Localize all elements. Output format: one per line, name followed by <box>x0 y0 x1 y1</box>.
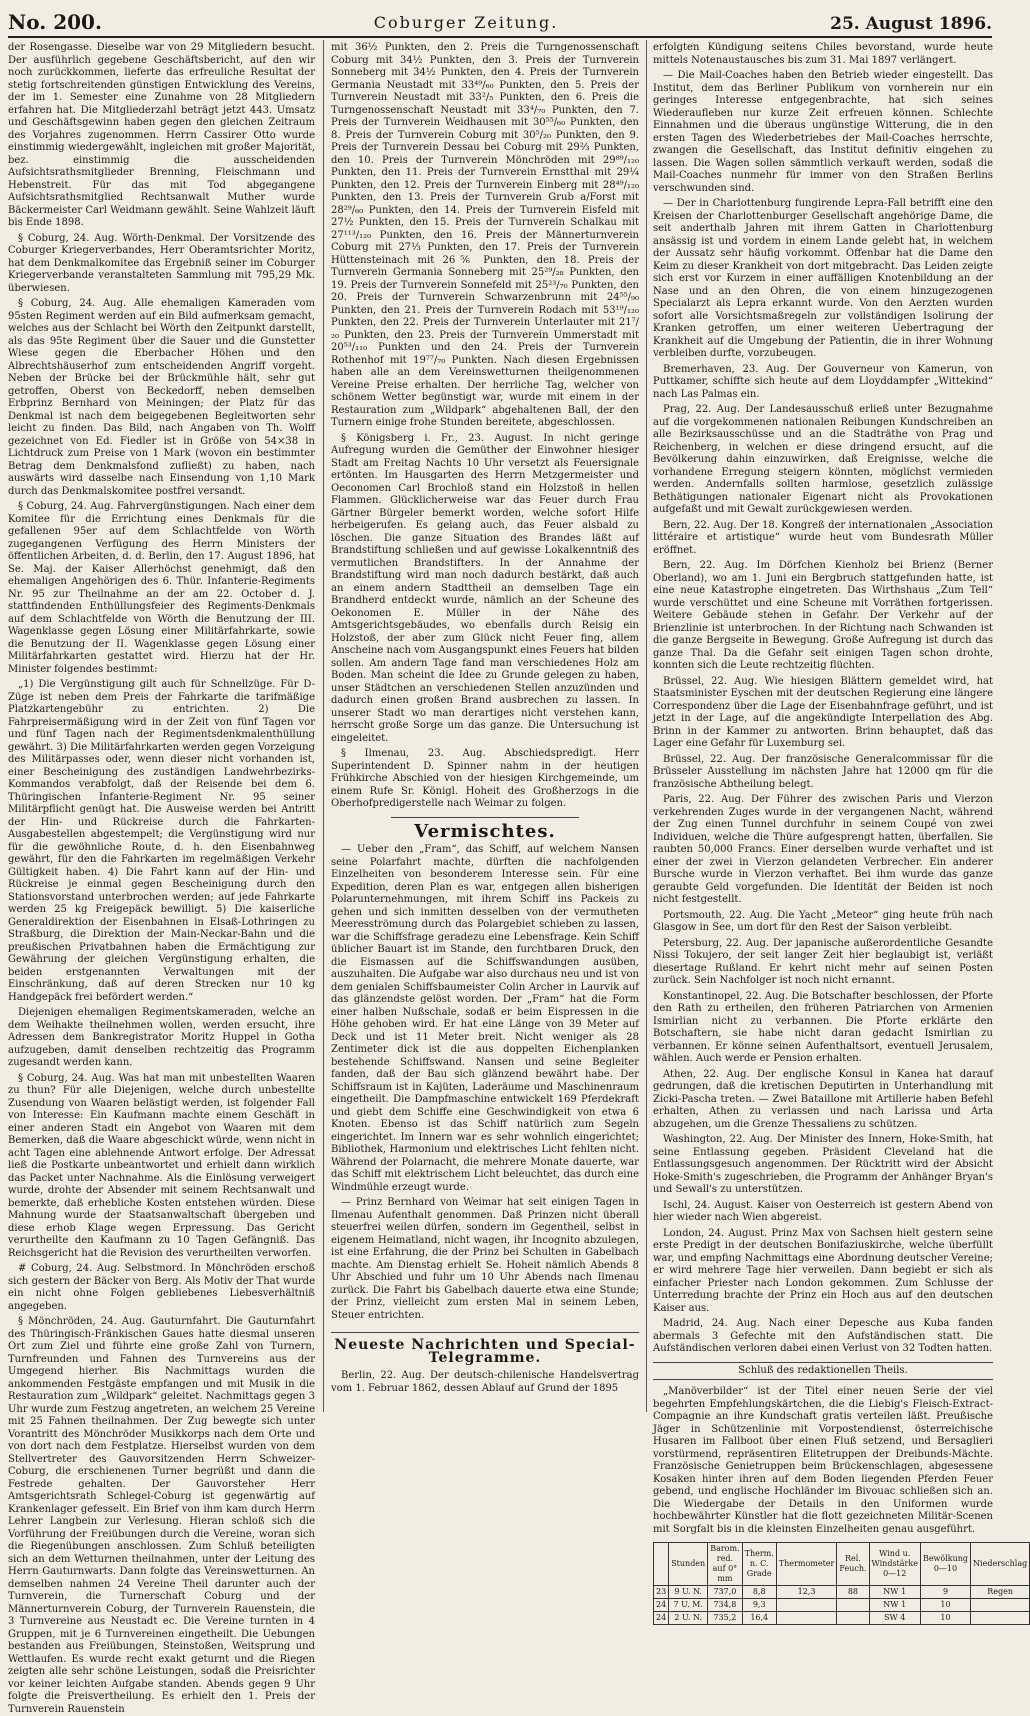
weather-table-row <box>654 1612 1030 1625</box>
weather-cell: 24 <box>654 1612 669 1625</box>
weather-cell: Regen <box>971 1586 1030 1599</box>
article-paragraph: erfolgten Kündigung seitens Chiles bevorstand, wurde heute mittels Notenaustausches bis zum 31. Mai 1897 verlängert. <box>653 42 993 66</box>
weather-cell: 737,0 <box>708 1586 742 1599</box>
article-paragraph: Bremerhaven, 23. Aug. Der Gouverneur von Kamerun, von Puttkamer, schiffte sich heute auf dem Lloyddampfer „Wittekind“ nach Las Palmas ein. <box>653 363 993 400</box>
column-rule <box>323 40 324 1412</box>
article-paragraph: Bern, 22. Aug. Im Dörfchen Kienholz bei Brienz (Berner Oberland), wo am 1. Juni ein Bergbruch stattgefunden hatte, ist eine neue Katastrophe eingetreten. Das Wirthshaus „Zum Tell“ wurde verschüttet und eine Scheune mit Vorräthen fortgerissen. Weitere Gebäude stehen in Gefahr. Der Verkehr auf der Brienzlinie ist unterbrochen. In der Richtung nach Schwanden ist die ganze Bergseite in Bewegung. Große Aufregung ist durch das ganze Thal. Da die Gefahr seit einigen Tagen schon drohte, konnten sich die Leute rechtzeitig flüchten. <box>653 560 993 671</box>
weather-cell: NW 1 <box>869 1586 920 1599</box>
article-paragraph: Portsmouth, 22. Aug. Die Yacht „Meteor“ ging heute früh nach Glasgow in See, um dort für den Rest der Saison verbleibt. <box>653 909 993 933</box>
article-paragraph: § Coburg, 24. Aug. Wörth-Denkmal. Der Vorsitzende des Coburger Kriegerverbandes, Herr Oberamtsrichter Moritz, hat dem Denkmalkomitee das Ergebniß seiner im Coburger Kriegerverbande veranstalteten Sammlung mit 795,29 Mk. überwiesen. <box>8 232 315 294</box>
weather-header-cell: Rel. Feuch. <box>837 1543 869 1586</box>
column-rule <box>646 40 647 1412</box>
weather-cell <box>971 1599 1030 1612</box>
column-2 <box>331 42 639 1412</box>
weather-header-cell: Thermometer <box>776 1543 837 1586</box>
article-paragraph: Brüssel, 22. Aug. Wie hiesigen Blättern gemeldet wird, hat Staatsminister Eyschen mit der deutschen Regierung eine längere Correspondenz über die Lage der Eisenbahnfrage geführt, und ist jetzt in der Lage, auf die angekündigte Interpellation des Abg. Brinn in der Kammer zu antworten. Brinn behauptet, daß das Lager eine Gefahr für Luxemburg sei. <box>653 675 993 749</box>
article-paragraph: Washington, 22. Aug. Der Minister des Innern, Hoke-Smith, hat seine Entlassung gegeben. Präsident Cleveland hat die Entlassungsgesuch angenommen. Der Rücktritt wird der Absicht Hoke-Smith's zugeschrieben, die Programm der Anhänger Bryan's und Sewall's zu unterstützen. <box>653 1134 993 1195</box>
article-paragraph: — Der in Charlottenburg fungirende Lepra-Fall betrifft eine den Kreisen der Charlottenburger Gesellschaft angehörige Dame, die seit anderthalb Jahren mit ihrem Gatten in Charlottenburg ansässig ist und vordem in einem Lande gelebt hat, in welchem der Aussatz sehr häufig vorkommt. Offenbar hat die Dame den Keim zu dieser Krankheit von dort mitgebracht. Das Leiden zeigte sich erst vor Kurzem in einer auffälligen Knotenbildung an der Nase und an den Ohren, die von einem hinzugezogenen Specialarzt als Lepra erkannt wurde. Von den Aerzten wurden sofort alle Vorsichtsmaßregeln zur vollständigen Isolirung der Kranken getroffen, um einer weiteren Uebertragung der Krankheit auf die Umgebung der Patientin, die in ihrer Wohnung verbleiben durfte, vorzubeugen. <box>653 198 993 359</box>
weather-cell: 16,4 <box>742 1612 776 1625</box>
weather-cell <box>776 1599 837 1612</box>
weather-table-row <box>654 1586 1030 1599</box>
weather-cell <box>776 1612 837 1625</box>
article-paragraph: § Coburg, 24. Aug. Alle ehemaligen Kameraden vom 95sten Regiment werden auf ein Bild aufmerksam gemacht, welches aus der Schlacht bei Wörth den Zeitpunkt darstellt, als das 95te Regiment über die Sauer und die Gunstetter Wiese gegen die Eberbacher Höhen und den Albrechtshäuserhof zum entscheidenden Angriff vorgeht. Neben der Brücke bei der Brückmühle hält, sehr gut getroffen, Oberst von Beckedorff, neben demselben Erbprinz Bernhard von Meiningen; der Platz für das Denkmal ist nach dem beigegebenen Begleitworten sehr leicht zu finden. Das Bild, nach Angaben von Th. Wolff gezeichnet von Ed. Fiedler ist in Größe von 54×38 in Lichtdruck zum Preise von 1 Mark (wovon ein bestimmter Betrag dem Denkmalsfond zufließt) zu haben, nach auswärts wird dasselbe nach Einsendung von 1,10 Mark durch das Denkmalskomitee postfrei versandt. <box>8 298 315 497</box>
weather-cell: 9 <box>920 1586 970 1599</box>
column-1 <box>8 42 315 1715</box>
weather-cell: 2 U. N. <box>669 1612 708 1625</box>
weather-cell: 9,3 <box>742 1599 776 1612</box>
weather-cell: 10 <box>920 1612 970 1625</box>
weather-header-cell: Bewölkung 0—10 <box>920 1543 970 1586</box>
article-paragraph: der Rosengasse. Dieselbe war von 29 Mitgliedern besucht. Der ausführlich gegebene Geschäftsbericht, auf den wir noch zurückkommen, lieferte das erfreuliche Resultat der stetig fortschreitenden günstigen Entwicklung des Vereins, der im 1. Semester eine Zunahme von 28 Mitgliedern erfahren hat. Die Mitgliederzahl beträgt jetzt 443. Umsatz und Geschäftsgewinn haben gegen den gleichen Zeitraum des Vorjahres zugenommen. Herrn Cassirer Otto wurde einstimmig wiedergewählt, ingleichen mit großer Majorität, bez. einstimmig die ausscheidenden Aufsichtsrathsmitglieder Brenning, Fleischmann und Hebenstreit. Für das mit Tod abgegangene Aufsichtsrathsmitglied Rechtsanwalt Muther wurde Bäckermeister Carl Weidmann gewählt. Seine Wahlzeit läuft bis Ende 1898. <box>8 42 315 228</box>
weather-cell: 8,8 <box>742 1586 776 1599</box>
weather-table-row <box>654 1599 1030 1612</box>
weather-cell: 88 <box>837 1586 869 1599</box>
article-paragraph: § Mönchröden, 24. Aug. Gauturnfahrt. Die Gauturnfahrt des Thüringisch-Fränkischen Gaues hatte diesmal unseren Ort zum Ziel und führte eine große Zahl von Turnern, Turnfreunden und Fahnen des Turnvereins aus der Umgegend hierher. Bis Nachmittags wurden die ankommenden Festgäste empfangen und mit Musik in die Restauration zum „Wildpark“ geleitet. Nachmittags gegen 3 Uhr wurde zum Festzug angetreten, an welchem 25 Vereine mit 25 Fahnen theilnahmen. Der Zug bewegte sich unter Vorantritt des Mönchröder Musikkorps nach dem Orte und von dort nach dem Festplatze. Hierselbst wurden von dem Stellvertreter des Gauvorsitzenden Herrn Schweizer-Coburg, die erschienenen Turner begrüßt und dann die Festrede gehalten. Der Gauvorsteher Herr Amtsgerichtsrath Schlegel-Coburg ist gegenwärtig auf Krankenlager gefesselt. Ein Brief von ihm kam durch Herrn Lehrer Langbein zur Verlesung. Hieran schloß sich die Vorführung der Freiübungen durch die Vereine, woran sich die Riegenübungen anschlossen. Zum Schluß beteiligten sich an dem Wetturnen theilnahmen, unter der Leitung des Herrn Gauturnwarts. Dann folgte das Vereinswetturnen. An demselben nahmen 24 Vereine Theil darunter auch der Turnverein, die Turnerschaft Coburg und der Männerturnverein Coburg, der Turnverein Rauenstein, die 3 Turnvereine aus Neustadt ec. Die Vereine turnten in 4 Gruppen, mit je 6 Turnvereinen eingetheilt. Die Uebungen bestanden aus Freiübungen, Steinstoßen, Weitsprung und Wettlaufen. Es wurde recht exakt geturnt und die Riegen zeigten alle sehr schöne Leistungen, sodaß die Preisrichter vor keiner leichten Aufgabe standen. Abends gegen 9 Uhr folgte die Preisvertheilung. Es erhielt den 1. Preis der Turnverein Rauenstein <box>8 1316 315 1715</box>
section-divider <box>391 817 579 818</box>
weather-cell: 23 <box>654 1586 669 1599</box>
weather-cell <box>837 1612 869 1625</box>
article-paragraph: Bern, 22. Aug. Der 18. Kongreß der internationalen „Association littéraire et artistique“ wurde heut vom Bundesrath Müller eröffnet. <box>653 519 993 556</box>
end-of-editorial-notice: Schluß des redaktionellen Theils. <box>653 1362 993 1381</box>
article-paragraph: Athen, 22. Aug. Der englische Konsul in Kanea hat darauf gedrungen, daß die kretischen Deputirten in Unterhandlung mit Zicki-Pascha treten. — Zwei Bataillone mit Artillerie haben Befehl erhalten, Athen zu verlassen und nach Larissa und Arta abzugehen, um die Grenze Thessaliens zu schützen. <box>653 1068 993 1130</box>
article-paragraph: # Coburg, 24. Aug. Selbstmord. In Mönchröden erschoß sich gestern der Bäcker von Berg. Als Motiv der That wurde ein nicht ohne Folgen gebliebenes Liebesverhältniß angegeben. <box>8 1263 315 1312</box>
weather-header-cell: Therm. n. C. Grade <box>742 1543 776 1586</box>
weather-cell: 9 U. N. <box>669 1586 708 1599</box>
article-paragraph: § Coburg, 24. Aug. Was hat man mit unbestellten Waaren zu thun? Für alle Diejenigen, welche durch unbestellte Zusendung von Waaren belästigt werden, ist folgender Fall von Interesse: Ein Kaufmann machte einem Geschäft in einer anderen Stadt ein Angebot von Waaren mit dem Bemerken, daß die Waare abgeschickt würde, wenn nicht in acht Tagen eine ablehnende Antwort erfolge. Der Adressat ließ die Postkarte unbeantwortet und erhielt dann wirklich das Packet unter Nachnahme. Als die Einlösung verweigert wurde, drohte der Absender mit seinem Rechtsanwalt und bemerkte, daß erhebliche Kosten entstehen würden. Diese Mahnung wurde der Staatsanwaltschaft übergeben und diese erhob Klage wegen Erpressung. Das Gericht verurtheilte den Kaufmann zu 10 Tagen Gefängniß. Das Reichsgericht hat die Revision des verurtheilten verworfen. <box>8 1072 315 1259</box>
weather-header-cell: Stunden <box>669 1543 708 1586</box>
article-paragraph: mit 36½ Punkten, den 2. Preis die Turngenossenschaft Coburg mit 34½ Punkten, den 3. Preis der Turnverein Sonneberg mit 34½ Punkten, den 4. Preis der Turnverein Germania Neustadt mit 33⁴⁹/₆₀ Punkten, den 5. Preis der Turnverein Neustadt mit 33²/₅ Punkten, den 6. Preis die Turngenossenschaft Neustadt mit 33⁴/₇₀ Punkten, den 7. Preis der Turnverein Weidhausen mit 30⁵⁵/₆₀ Punkten, den 8. Preis der Turnverein Coburg mit 30⁵/₂₀ Punkten, den 9. Preis der Turnverein Dessau bei Coburg mit 29⅔ Punkten, den 10. Preis der Turnverein Mönchröden mit 29⁸⁹/₁₂₀ Punkten, den 11. Preis der Turnverein Ernstthal mit 29¼ Punkten, den 12. Preis der Turnverein Einberg mit 28⁴⁹/₁₂₀ Punkten, den 13. Preis der Turnverein Grub a/Forst mit 28²⁹/₆₀ Punkten, den 14. Preis der Turnverein Eisfeld mit 27½ Punkten, den 15. Preis der Turnverein Schalkau mit 27¹¹³/₁₂₀ Punkten, den 16. Preis der Männerturnverein Coburg mit 27⅓ Punkten, den 17. Preis der Turnverein Hüttensteinach mit 26⅚ Punkten, den 18. Preis der Turnverein Germania Sonneberg mit 25²⁹/₂₈ Punkten, den 19. Preis der Turnverein Sonnefeld mit 25²³/₇₀ Punkten, den 20. Preis der Turnverein Schwarzenbrunn mit 24⁵⁵/₉₀ Punkten, den 21. Preis der Turnverein Rodach mit 53¹⁹/₁₂₀ Punkten, den 22. Preis der Turnverein Unterlauter mit 21⁷/₂₀ Punkten, den 23. Preis der Turnverein Ummerstadt mit 20⁵³/₁₁₀ Punkten und den 24. Preis der Turnverein Rothenhof mit 19⁷⁷/₇₀ Punkten. Nach diesen Ergebnissen haben alle an dem Vereinswetturnen theilgenommenen Vereine Preise erhalten. Der herrliche Tag, welcher von schönem Wetter begünstigt war, wurde mit einem in der Restauration zum „Wildpark“ abgehaltenen Ball, der den Turnern einige frohe Stunden bereitete, abgeschlossen. <box>331 42 639 428</box>
article-paragraph: „1) Die Vergünstigung gilt auch für Schnellzüge. Für D-Züge ist neben dem Preis der Fahrkarte die tarifmäßige Platzkartengebühr zu entrichten. 2) Die Fahrpreisermäßigung wird in der Zeit von fünf Tagen vor und fünf Tagen nach der Regimentsdenkmalenthüllung gewährt. 3) Die Militärfahrkarten werden gegen Vorzeigung des Militärpasses oder, wenn dieser nicht vorhanden ist, einer Bescheinigung des zuständigen Landwehrbezirks-Kommandos verabfolgt, daß der Reisende bei dem 6. Thüringischen Infanterie-Regiment Nr. 95 seiner Militärpflicht genügt hat. Die Ausweise werden bei Antritt der Hin- und Rückreise durch die Fahrkarten-Ausgabestellen abgestempelt; die Vergünstigung wird nur für die gewöhnliche Route, d. h. den Eisenbahnweg gewährt, für den die Fahrkarten im regelmäßigen Verkehr Gültigkeit haben. 4) Die Fahrt kann auf der Hin- und Rückreise je einmal gegen Bescheinigung durch den Stationsvorstand unterbrochen werden; auf jede Fahrkarte werden 25 kg Freigepäck bewilligt. 5) Die kaiserliche Generaldirektion der Eisenbahnen in Elsaß-Lothringen zu Straßburg, die Direktion der Main-Neckar-Bahn und die preußischen Privatbahnen haben die Ermächtigung zur Gewährung der gleichen Vergünstigung erhalten, die beiden erstgenannten Verwaltungen mit der Einschränkung, daß auf deren Strecken nur 10 kg Handgepäck frei befördert werden.“ <box>8 679 315 1003</box>
weather-table <box>653 1542 1030 1625</box>
newspaper-title: Coburger Zeitung. <box>373 13 559 32</box>
article-paragraph: Konstantinopel, 22. Aug. Die Botschafter beschlossen, der Pforte den Rath zu ertheilen, den früheren Patriarchen von Armenien Ismirlian nicht zu verbannen. Die Pforte erklärte den Botschaftern, sie habe nicht daran gedacht Ismirlian zu verbannen. Er könne seinen Aufenthaltsort, eventuell Jerusalem, wählen. Auch werde er Pension erhalten. <box>653 990 993 1064</box>
weather-cell: NW 1 <box>869 1599 920 1612</box>
weather-header-cell: Barom. red. auf 0° mm <box>708 1543 742 1586</box>
weather-header-cell: Niederschlag <box>971 1543 1030 1586</box>
weather-cell: 734,8 <box>708 1599 742 1612</box>
issue-number: No. 200. <box>8 10 102 34</box>
article-paragraph: — Die Mail-Coaches haben den Betrieb wieder eingestellt. Das Institut, dem das Berliner Publikum von vornherein nur ein geringes Interesse entgegenbrachte, hat sich seines Wiederaufleben nur kurze Zeit erfreuen können. Schlechte Einnahmen und die überaus ungünstige Witterung, die in den ersten Tagen des Wiederbetriebes der Mail-Coaches herrschte, zwangen die Gesellschaft, das Institut definitiv eingehen zu lassen. Die Wagen sollen sämmtlich verkauft werden, sodaß die Mail-Coaches nunmehr für immer von den Straßen Berlins verschwunden sind. <box>653 70 993 194</box>
weather-header-cell <box>654 1543 669 1586</box>
weather-cell: 7 U. M. <box>669 1599 708 1612</box>
weather-cell: 10 <box>920 1599 970 1612</box>
weather-cell <box>837 1599 869 1612</box>
column-3 <box>653 42 1028 1622</box>
weather-cell <box>971 1612 1030 1625</box>
article-paragraph: § Ilmenau, 23. Aug. Abschiedspredigt. Herr Superintendent D. Spinner nahm in der heutigen Frühkirche Abschied von der hiesigen Kirchgemeinde, um einem Rufe Sr. Königl. Hoheit des Großherzogs in die Oberhofpredigerstelle nach Weimar zu folgen. <box>331 748 639 809</box>
advertisement-paragraph: „Manöverbilder“ ist der Titel einer neuen Serie der viel begehrten Empfehlungskärtchen, die die Liebig's Fleisch-Extract-Compagnie an ihre Kundschaft gratis verteilen läßt. Preußische Jäger in Schützenlinie mit Vorpostendienst, österreichische Husaren im Fallboot über einen Fluß setzend, und Bersaglieri vorstürmend, repräsentiren Elitetruppen der Dreibunds-Mächte. Französische Genietruppen beim Brückenschlagen, abgesessene Kosaken hinter ihren auf dem Boden liegenden Pferden Feuer gebend, und englische Hochländer im Bivouac schließen sich an. Die Wiedergabe der Details in den Uniformen wurde hochbewährter Künstler hat die flott gezeichneten Militär-Scenen mit Sorgfalt bis in die kleinsten Einzelheiten genau ausgeführt. <box>653 1386 993 1535</box>
weather-cell: 735,2 <box>708 1612 742 1625</box>
article-paragraph: — Ueber den „Fram“, das Schiff, auf welchem Nansen seine Polarfahrt machte, dürften die nachfolgenden Einzelheiten von besonderem Interesse sein. Für eine Expedition, deren Plan es war, entgegen allen bisherigen Polarunternehmungen, mit ihrem Schiff ins Packeis zu gehen und sich inmitten desselben von der vermutheten Meeresströmung durch das Polargebiet schieben zu lassen, war die Schiffsfrage geradezu eine Lebensfrage. Kein Schiff üblicher Bauart ist im Stande, den furchtbaren Druck, den die Eismassen auf die Schiffswandungen ausüben, auszuhalten. Die Aufgabe war also durchaus neu und ist von dem genialen Schiffsbaumeister Colin Archer in Laurvik auf das glänzendste gelöst worden. Der „Fram“ hat die Form einer halben Nußschale, sodaß er beim Eispressen in die Höhe gehoben wird. Er hat eine Länge von 39 Meter auf Deck und ist 11 Meter breit. Nicht weniger als 28 Zentimeter dick ist die aus doppelten Eichenplanken bestehende Schiffswand. Nansen und seine Begleiter fanden, daß der Bau sich glänzend bewährt habe. Der Schiffsraum ist in Kajüten, Laderäume und Maschinenraum eingetheilt. Die Dampfmaschine entwickelt 169 Pferdekraft und giebt dem Schiffe eine Geschwindigkeit von etwa 6 Knoten. Ebenso ist das Schiff natürlich zum Segeln eingerichtet. Im Innern war es sehr wohnlich eingerichtet; Bibliothek, Harmonium und elektrisches Licht fehlten nicht. Während der Polarnacht, die mehrere Monate dauerte, war das Schiff mit elektrischem Licht beleuchtet, das durch eine Windmühle erzeugt wurde. <box>331 844 639 1193</box>
article-paragraph: Madrid, 24. Aug. Nach einer Depesche aus Kuba fanden abermals 3 Gefechte mit den Aufständischen statt. Die Aufständischen verloren dabei einen Verlust von 32 Todten hatten. <box>653 1318 993 1354</box>
article-paragraph: Ischl, 24. August. Kaiser von Oesterreich ist gestern Abend von hier wieder nach Wien abgereist. <box>653 1199 993 1223</box>
article-paragraph: — Prinz Bernhard von Weimar hat seit einigen Tagen in Ilmenau Aufenthalt genommen. Daß Prinzen nicht überall steuerfrei weilen dürfen, sondern im Gegentheil, selbst in eigenem Heimatland, nicht wagen, ihr Incognito abzulegen, ist eine Erfahrung, die der Prinz bei Schulten in Gabelbach machte. Am Dienstag erhielt Se. Hoheit nämlich Abends 8 Uhr Abschied und fuhr um 10 Uhr Abends nach Ilmenau zurück. Die Fahrt bis Gabelbach dauerte etwa eine Stunde; der Prinz, vielleicht zum ersten Mal in seinem Leben, Steuer entrichten. <box>331 1197 639 1321</box>
article-paragraph: § Königsberg i. Fr., 23. August. In nicht geringe Aufregung wurden die Gemüther der Einwohner hiesiger Stadt am Freitag Nachts 10 Uhr versetzt als Feuersignale ertönten. Im Hausgarten des Herrn Metzgermeister und Oeconomen Carl Brochloß stand ein Holzstoß in hellen Flammen. Glücklicherweise war das Feuer durch Frau Gärtner Bürgeler bemerkt worden, welche sofort Hilfe herbeigerufen. Es gelang auch, das Feuer alsbald zu löschen. Die ganze Situation des Brandes läßt auf Brandstiftung schließen und auf gewisse Lokalkenntniß des vermutlichen Brandstifters. In der Annahme der Brandstiftung wird man noch dadurch bestärkt, daß auch an einem andern Stadttheil an demselben Tage ein Brandherd entdeckt wurde, nämlich an der Scheune des Oekonomen E. Müller in der Nähe des Amtsgerichtsgebäudes, wo ebenfalls durch Reisig ein Holzstoß, der aber zum Glück nicht Feuer fing, allem Anscheine nach vom Ausgangspunkt eines Feuers hat bilden sollen. Am andern Tage fand man verschiedenes Holz am Boden. Man scheint die Idee zu Grunde gelegen zu haben, unser Städtchen an verschiedenen Stellen anzuzünden und dadurch einen großen Brand ausbrechen zu lassen. In unserer Stadt wo man derartiges nicht verstehen kann, herrscht große Sorge um das ganze. Die Untersuchung ist eingeleitet. <box>331 432 639 744</box>
section-heading-telegramme: Neueste Nachrichten und Special-Telegramme. <box>331 1332 639 1364</box>
section-heading-vermischtes: Vermischtes. <box>414 820 556 842</box>
weather-cell: SW 4 <box>869 1612 920 1625</box>
masthead <box>8 6 992 38</box>
weather-table-header-row <box>654 1543 1030 1586</box>
article-paragraph: § Coburg, 24. Aug. Fahrvergünstigungen. Nach einer dem Komitee für die Errichtung eines Denkmals für die gefallenen 95er auf dem Schlachtfelde von Wörth zugegangenen Verfügung des Herrn Ministers der öffentlichen Arbeiten, d. d. Berlin, den 17. August 1896, hat Se. Maj. der Kaiser Allerhöchst genehmigt, daß den ehemaligen Angehörigen des 6. Thür. Infanterie-Regiments Nr. 95 zur Theilnahme an der am 22. October d. J. stattfindenden Enthüllungsfeier des Regiments-Denkmals auf dem Schlachtfelde von Wörth die Benutzung der III. Wagenklasse gegen Lösung einer Militärfahrkarte, sowie die Benutzung der II. Wagenklasse gegen Lösung einer Militärfahrkarten gestattet wird. Hierzu hat der Hr. Minister folgendes bestimmt: <box>8 501 315 675</box>
article-paragraph: Diejenigen ehemaligen Regimentskameraden, welche an dem Weihakte theilnehmen wollen, werden ersucht, ihre Adressen dem Bankregistrator Moritz Huppel in Gotha aufzugeben, damit denselben rechtzeitig das Programm zugesandt werden kann. <box>8 1007 315 1068</box>
weather-cell: 12,3 <box>776 1586 837 1599</box>
article-paragraph: Petersburg, 22. Aug. Der japanische außerordentliche Gesandte Nissi Tokujero, der seit langer Zeit hier beglaubigt ist, verläßt diesertage Rußland. Er kehrt nicht mehr auf seinen Posten zurück. Sein Nachfolger ist noch nicht ernannt. <box>653 937 993 986</box>
article-paragraph: Brüssel, 22. Aug. Der französische Generalcommissar für die Brüsseler Ausstellung im nächsten Jahre hat 12000 qm für die französische Abtheilung belegt. <box>653 753 993 790</box>
article-paragraph: Paris, 22. Aug. Der Führer des zwischen Paris und Vierzon verkehrenden Zuges wurde in der vergangenen Nacht, während der Zug einen Tunnel durchfuhr in seinem Coupé von zwei Individuen, welche die Thüre aufgesprengt hatten, überfallen. Sie raubten 50,000 Francs. Einer derselben wurde verhaftet und ist einer der zwei in Vierzon gelandeten Verbrecher. Ein anderer Bursche wurde in Vierzon verhaftet. Bei ihm wurde das ganze geraubte Geld vorgefunden. Die Identität der Beiden ist noch nicht festgestellt. <box>653 794 993 905</box>
article-paragraph: Berlin, 22. Aug. Der deutsch-chilenische Handelsvertrag vom 1. Februar 1862, dessen Ablauf auf Grund der 1895 <box>331 1370 639 1394</box>
issue-date: 25. August 1896. <box>830 14 992 34</box>
weather-cell: 24 <box>654 1599 669 1612</box>
article-paragraph: London, 24. August. Prinz Max von Sachsen hielt gestern seine erste Predigt in der deutschen Bonifaziuskirche, welche überfüllt war, und empfing Nachmittags eine Abordnung deutscher Vereine; er wird mehrere Tage hier verweilen. Dann begiebt er sich als einfacher Priester nach London gekommen. Zum Schlusse der Unterredung brachte der Prinz ein Hoch aus auf den deutschen Kaiser aus. <box>653 1227 993 1314</box>
weather-header-cell: Wind u. Windstärke 0—12 <box>869 1543 920 1586</box>
article-paragraph: Prag, 22. Aug. Der Landesausschuß erließ unter Bezugnahme auf die vorgekommenen nationalen Reibungen Kundschreiben an alle Bezirksausschüsse und an die Stadträthe von Prag und Reichenberg, in welchen er diese dringend ersucht, auf die Bevölkerung dahin einzuwirken, daß Ereignisse, welche die vorhandene Erregung steigern könnten, möglichst vermieden werden. Andernfalls sollten harmlose, gesetzlich zulässige Bethätigungen nationaler Eigenart nicht als Provokationen aufgefaßt und mit Gewalt zurückgewiesen werden. <box>653 404 993 515</box>
